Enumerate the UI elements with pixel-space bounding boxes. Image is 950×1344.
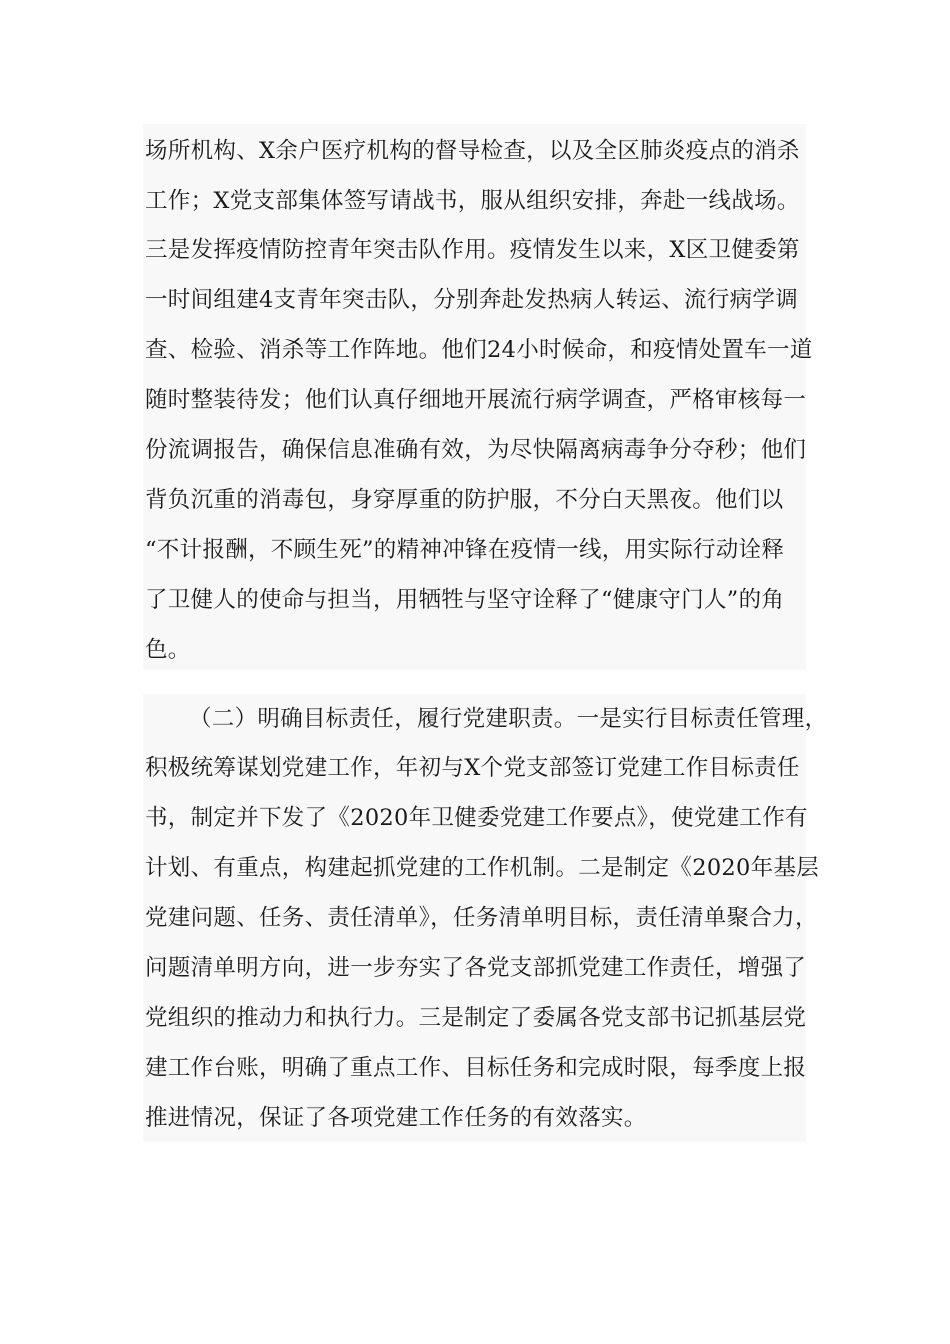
text-line: 背负沉重的消毒包，身穿厚重的防护服，不分白天黑夜。他们以 [145,487,784,513]
text-line: 积极统筹谋划党建工作，年初与X个党支部签订党建工作目标责任 [145,755,800,781]
text-line: 问题清单明方向，进一步夯实了各党支部抓党建工作责任，增强了 [145,955,807,981]
text-line: 色。 [145,637,191,663]
paragraph-block-1 [143,124,813,670]
text-line: 党组织的推动力和执行力。三是制定了委属各党支部书记抓基层党 [145,1005,807,1031]
text-line: 党建问题、任务、责任清单》，任务清单明目标，责任清单聚合力， [145,905,818,931]
paragraph-block-2 [143,694,828,1142]
text-line: 书，制定并下发了《2020年卫健委党建工作要点》，使党建工作有 [145,805,808,831]
text-line: 建工作台账，明确了重点工作、目标任务和完成时限，每季度上报 [145,1055,807,1081]
text-line: “不计报酬，不顾生死”的精神冲锋在疫情一线，用实际行动诠释 [145,537,785,563]
text-line: 三是发挥疫情防控青年突击队作用。疫情发生以来，X区卫健委第 [145,237,800,263]
text-line: 随时整装待发；他们认真仔细地开展流行病学调查，严格审核每一 [145,387,807,413]
text-line: 工作；X党支部集体签写请战书，服从组织安排，奔赴一线战场。 [145,188,800,214]
text-line: 了卫健人的使命与担当，用牺牲与坚守诠释了“健康守门人”的角 [145,587,785,613]
text-line: 查、检验、消杀等工作阵地。他们24小时候命，和疫情处置车一道 [145,337,813,363]
text-line: 一时间组建4支青年突击队，分别奔赴发热病人转运、流行病学调 [145,287,799,313]
text-line: 场所机构、X余户医疗机构的督导检查，以及全区肺炎疫点的消杀 [145,138,800,164]
text-line: 计划、有重点，构建起抓党建的工作机制。二是制定《2020年基层 [145,855,820,881]
text-line: 推进情况，保证了各项党建工作任务的有效落实。 [145,1105,647,1131]
text-line: （二）明确目标责任，履行党建职责。一是实行目标责任管理， [189,706,828,732]
text-line: 份流调报告，确保信息准确有效，为尽快隔离病毒争分夺秒；他们 [145,437,807,463]
